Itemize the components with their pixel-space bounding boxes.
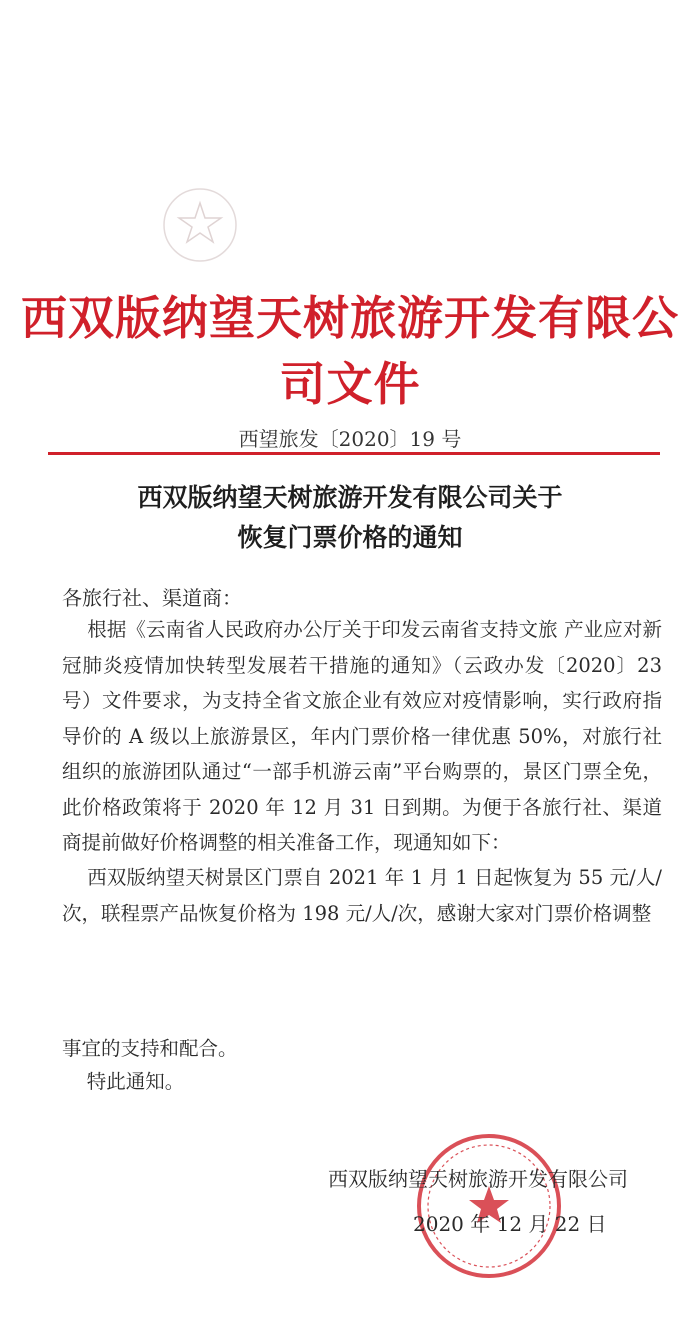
body-paragraph-1: 根据《云南省人民政府办公厅关于印发云南省支持文旅 产业应对新冠肺炎疫情加快转型发展若干措施的通知》（云政办发〔2020〕23 号）文件要求，为支持全省文旅企业有效应对疫情影响，实行政府指导价的 A 级以上旅游景区，年内门票价格一律优惠 50%，对旅行社组织的旅游团队通过“一部手机游云南”平台购票的，景区门票全免，此价格政策将于 2020 年 12 月 31 日到期。为便于各旅行社、渠道商提前做好价格调整的相关准备工作，现通知如下：: [62, 618, 669, 854]
salutation: 各旅行社、渠道商：: [62, 586, 242, 610]
body-paragraph-2: 西双版纳望天树景区门票自 2021 年 1 月 1 日起恢复为 55 元/人/次，联程票产品恢复价格为 198 元/人/次，感谢大家对门票价格调整: [62, 866, 662, 925]
letterhead-title: 西双版纳望天树旅游开发有限公司文件: [21, 291, 679, 411]
document-number: 西望旅发〔2020〕19 号: [238, 427, 462, 451]
signature-date: 2020 年 12 月 22 日: [413, 1212, 607, 1236]
notice-title-line-1: 西双版纳望天树旅游开发有限公司关于: [137, 483, 563, 512]
body-paragraph-3: 事宜的支持和配合。: [62, 1037, 238, 1060]
national-emblem-watermark: [160, 185, 240, 265]
notice-title: [0, 478, 700, 558]
red-divider: [48, 452, 660, 455]
body-paragraph-4: 特此通知。: [62, 1070, 185, 1093]
signature-company: 西双版纳望天树旅游开发有限公司: [328, 1167, 628, 1191]
company-seal: [413, 1130, 565, 1282]
notice-title-line-2: 恢复门票价格的通知: [237, 523, 463, 552]
